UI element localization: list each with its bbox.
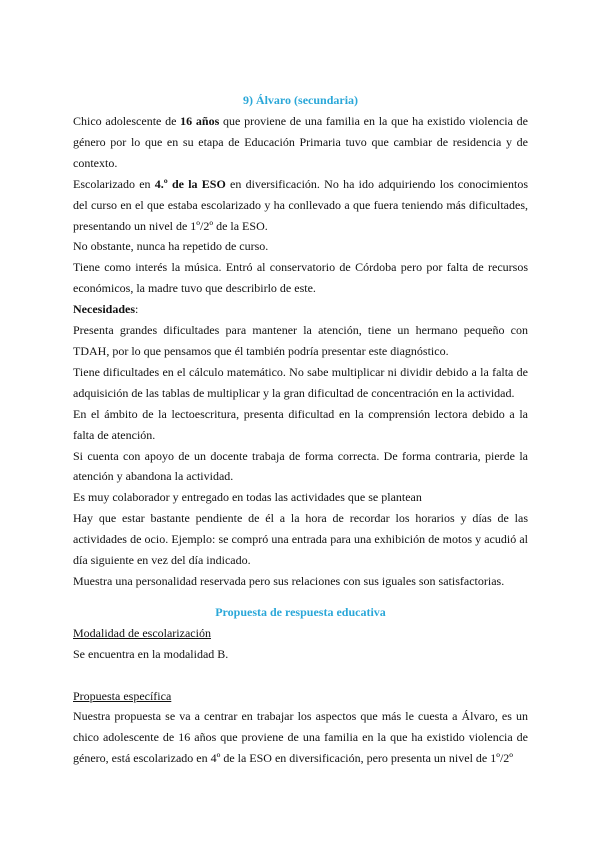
need-item: Presenta grandes dificultades para mantener la atención, tiene un hermano pequeño con TDAH, por lo que pensamos que él también podría presentar este diagnóstico. xyxy=(73,323,528,358)
need-item: Hay que estar bastante pendiente de él a la hora de recordar los horarios y días de las actividades de ocio. Ejemplo: se compró una entrada para una exhibición de motos y acudió al día siguiente en vez del día indicado. xyxy=(73,511,528,568)
specific-text: Nuestra propuesta se va a centrar en trabajar los aspectos que más le cuesta a Álvaro, es un chico adolescente de 16 años que proviene de una familia en la que ha existido violencia de género, está escolarizado en 4º de la ESO en diversificación, pero presenta un nivel de 1º/2º xyxy=(73,709,528,766)
spacer xyxy=(73,592,528,602)
document-body xyxy=(73,90,528,769)
needs-heading xyxy=(73,299,528,320)
intro-text: en diversificación. No ha ido adquiriendo los conocimientos del curso en el que estaba escolarizado y ha conllevado a que fuera teniendo más dificultades, presentando un nivel de 1º/2º de la ESO. xyxy=(73,176,528,233)
intro-paragraph-4: Tiene como interés la música. Entró al conservatorio de Córdoba pero por falta de recursos económicos, la madre tuvo que describirlo de este. xyxy=(73,260,528,296)
specific-label: Propuesta específica xyxy=(73,688,172,703)
intro-paragraph-3: No obstante, nunca ha repetido de curso. xyxy=(73,239,269,254)
age-bold: 16 años xyxy=(180,114,220,128)
needs-label: Necesidades xyxy=(73,302,135,317)
need-item: Muestra una personalidad reservada pero sus relaciones con sus iguales son satisfactorias. xyxy=(73,573,505,588)
grade-bold: 4.º de la ESO xyxy=(154,176,226,191)
need-item: Tiene dificultades en el cálculo matemático. No sabe multiplicar ni dividir debido a la falta de adquisición de las tablas de multiplicar y la gran dificultad de concentración en la actividad. xyxy=(73,364,528,400)
needs-colon: : xyxy=(135,302,139,317)
modality-label: Modalidad de escolarización xyxy=(73,625,211,640)
need-item: Es muy colaborador y entregado en todas las actividades que se plantean xyxy=(73,490,422,505)
intro-text: que proviene de una familia en la que ha existido violencia de género por lo que en su etapa de Educación Primaria tuvo que cambiar de residencia y de contexto. xyxy=(73,114,529,170)
modality-text: Se encuentra en la modalidad B. xyxy=(73,646,229,661)
intro-paragraph-2 xyxy=(73,174,528,237)
intro-text: Escolarizado en xyxy=(73,176,155,191)
proposal-heading: Propuesta de respuesta educativa xyxy=(215,604,386,619)
intro-paragraph-1 xyxy=(73,111,528,174)
need-item: En el ámbito de la lectoescritura, presenta dificultad en la comprensión lectora debido a la falta de atención. xyxy=(73,406,528,442)
case-heading: 9) Álvaro (secundaria) xyxy=(242,93,359,107)
need-item: Si cuenta con apoyo de un docente trabaja de forma correcta. De forma contraria, pierde la atención y abandona la actividad. xyxy=(73,448,528,484)
intro-text: Chico adolescente de xyxy=(73,114,181,128)
spacer xyxy=(73,665,528,686)
